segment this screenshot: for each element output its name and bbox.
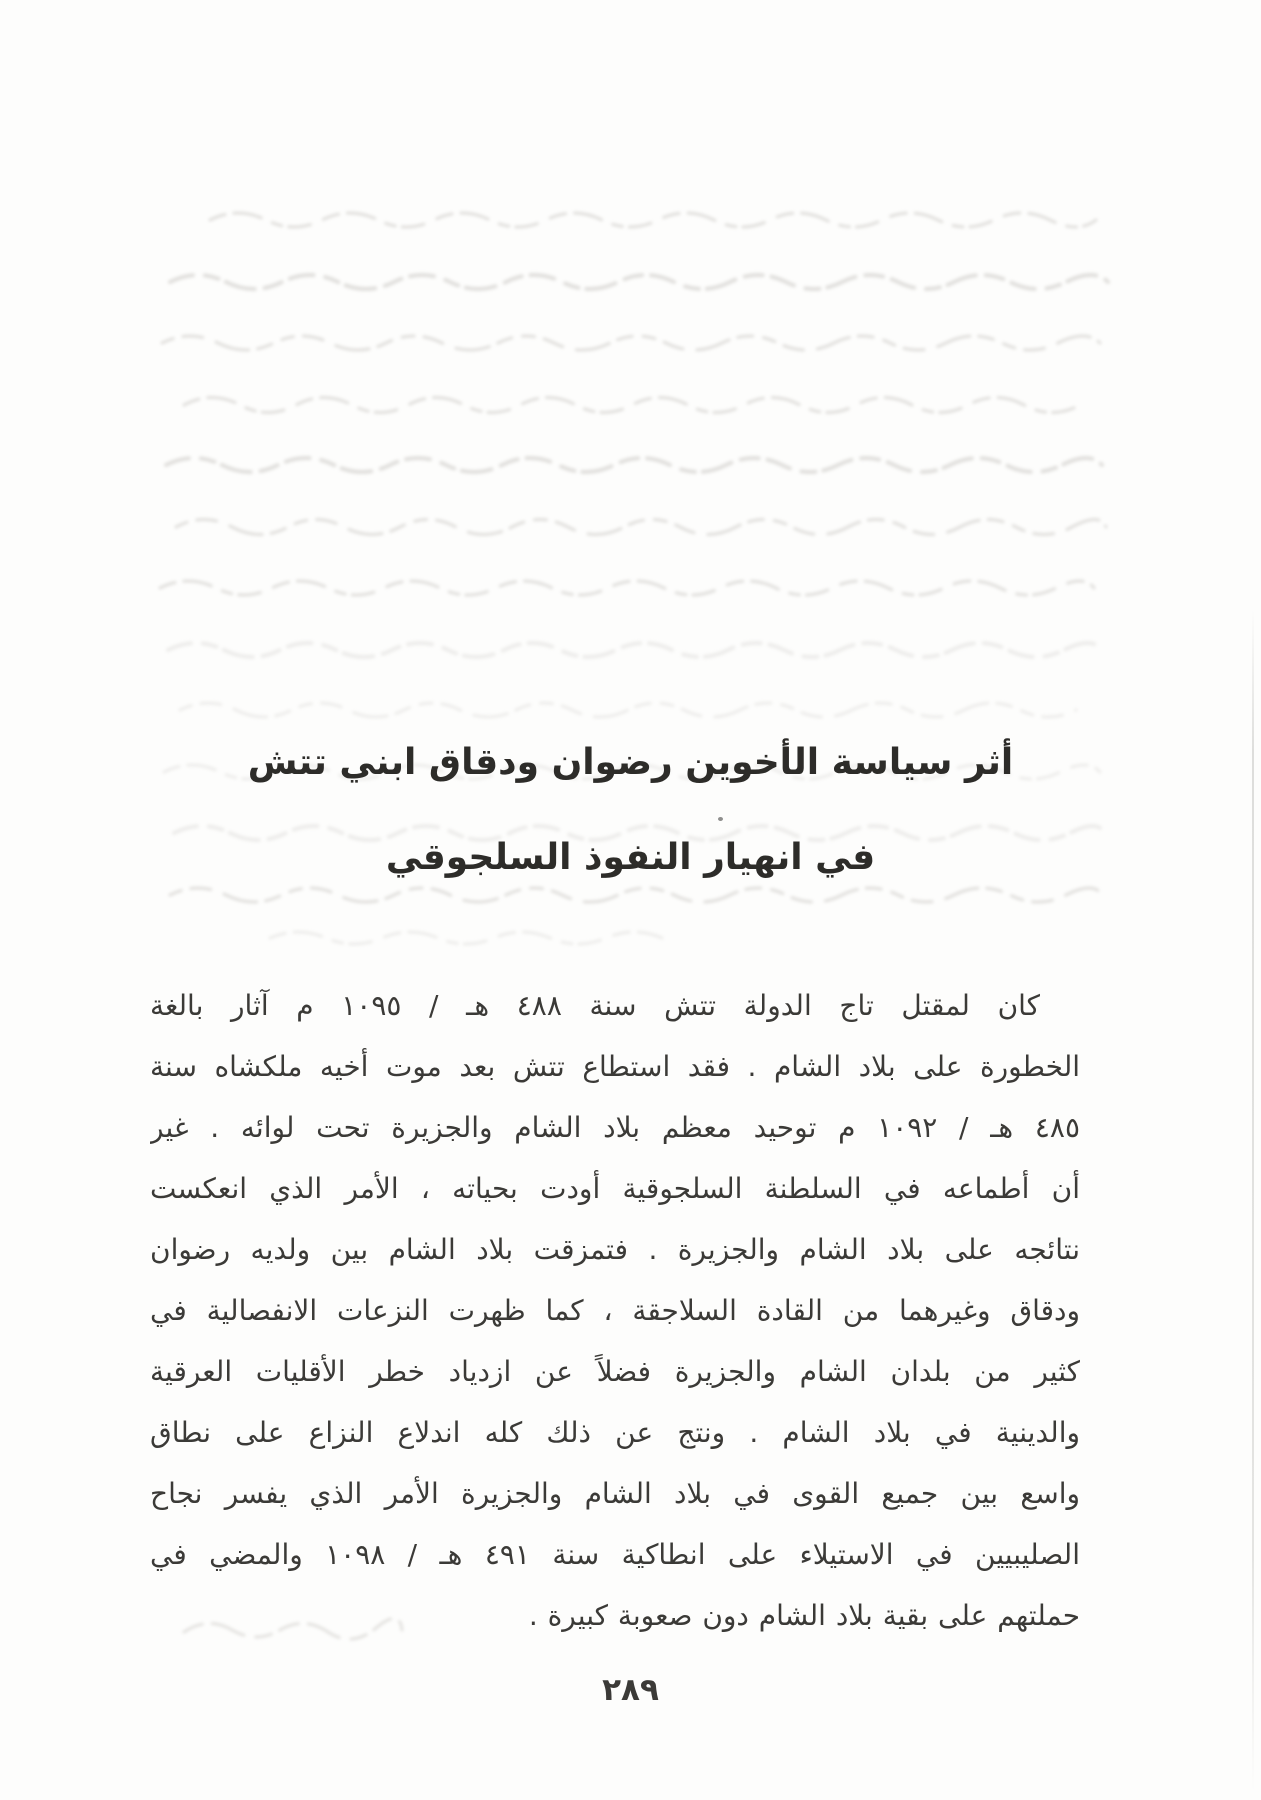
chapter-title	[0, 715, 1261, 905]
chapter-title-line-1: أثر سياسة الأخوين رضوان ودقاق ابني تتش	[247, 742, 1014, 783]
body-text-line: نتائجه على بلاد الشام والجزيرة . فتمزقت بلاد الشام بين ولديه رضوان	[150, 1233, 1080, 1266]
body-text-line: ٤٨٥ هـ / ١٠٩٢ م توحيد معظم بلاد الشام والجزيرة تحت لوائه . غير	[150, 1111, 1080, 1144]
body-text-line: كثير من بلدان الشام والجزيرة فضلاً عن ازدياد خطر الأقليات العرقية	[150, 1355, 1080, 1388]
body-text-line: ودقاق وغيرهما من القادة السلاجقة ، كما ظهرت النزعات الانفصالية في	[150, 1294, 1080, 1327]
body-text-line: الصليبيين في الاستيلاء على انطاكية سنة ٤٩١ هـ / ١٠٩٨ والمضي في	[150, 1538, 1080, 1571]
body-text-line: أن أطماعه في السلطنة السلجوقية أودت بحياته ، الأمر الذي انعكست	[150, 1172, 1080, 1205]
chapter-title-line-2: في انهيار النفوذ السلجوقي	[385, 837, 876, 878]
page-number: ٢٨٩	[602, 1672, 659, 1708]
body-text-line: الخطورة على بلاد الشام . فقد استطاع تتش بعد موت أخيه ملكشاه سنة	[150, 1050, 1080, 1083]
body-text-line: واسع بين جميع القوى في بلاد الشام والجزيرة الأمر الذي يفسر نجاح	[150, 1477, 1080, 1510]
body-paragraph	[150, 975, 1080, 1646]
body-text-line: كان لمقتل تاج الدولة تتش سنة ٤٨٨ هـ / ١٠٩٥ م آثار بالغة	[150, 989, 1040, 1022]
body-text-line: حملتهم على بقية بلاد الشام دون صعوبة كبيرة .	[528, 1599, 1080, 1632]
body-text-line: والدينية في بلاد الشام . ونتج عن ذلك كله اندلاع النزاع على نطاق	[150, 1416, 1080, 1449]
